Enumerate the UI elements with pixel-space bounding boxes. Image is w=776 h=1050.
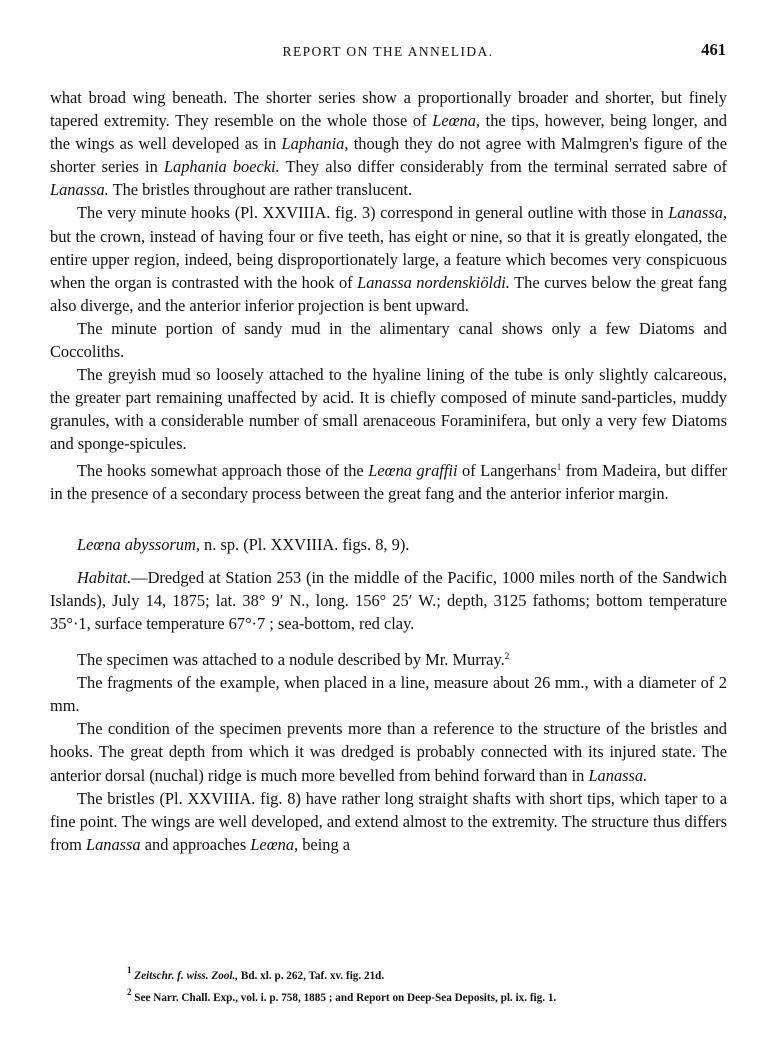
running-header xyxy=(0,40,776,64)
paragraph-condition: The condition of the specimen prevents more than a reference to the structure of the bristles and hooks. The great depth from which it was dredged is probably connected with its injured state. The anterior dorsal (nuchal) ridge is much more bevelled from behind forward than in Lanassa. xyxy=(50,719,727,785)
page-number: 461 xyxy=(701,40,726,59)
paragraph-alimentary-canal: The minute portion of sandy mud in the alimentary canal shows only a few Diatoms and Coccoliths. xyxy=(50,318,727,362)
footnotes xyxy=(127,962,737,1006)
paragraph-hooks: The very minute hooks (Pl. XXVIIIA. fig. 3) correspond in general outline with those in Lanassa, but the crown, instead of having four or five teeth, has eight or nine, so that it is greatly elongated, the entire upper region, indeed, being disproportionately large, a feature which becomes very conspicuous when the organ is contrasted with the hook of Lanassa nordenskiöldi. The curves below the great fang also diverge, and the anterior inferior projection is bent upward. xyxy=(50,203,727,315)
footnote-ref-1: 1 xyxy=(556,461,562,472)
paragraph-hooks-comparison: The hooks somewhat approach those of the Leœna graffii of Langerhans$^1$ from Madeira, but differ in the presence of a secondary process between the great fang and the anterior inferior margin. xyxy=(50,460,727,503)
running-title: REPORT ON THE ANNELIDA. xyxy=(282,44,494,59)
footnote-1: $^1$ Zeitschr. f. wiss. Zool., Bd. xl. p. 262, Taf. xv. fig. 21d. xyxy=(127,965,385,982)
body-text xyxy=(50,86,727,856)
paragraph-bristles: The bristles (Pl. XXVIIIA. fig. 8) have rather long straight shafts with short tips, which taper to a fine point. The wings are well developed, and extend almost to the extremity. The structure thus differs from Lanassa and approaches Leœna, being a xyxy=(50,788,727,854)
paragraph-fragments: The fragments of the example, when placed in a line, measure about 26 mm., with a diameter of 2 mm. xyxy=(50,673,727,716)
paragraph-specimen: The specimen was attached to a nodule described by Mr. Murray.$^2$ xyxy=(77,650,510,670)
footnote-2: $^2$ See Narr. Chall. Exp., vol. i. p. 758, 1885 ; and Report on Deep-Sea Deposits, pl. ix. fig. 1. xyxy=(127,987,557,1004)
paragraph-bristles-continued: what broad wing beneath. The shorter series show a proportionally broader and shorter, but finely tapered extremity. They resemble on the whole those of Leœna, the tips, however, being longer, and the wings as well developed as in Laphania, though they do not agree with Malmgren's figure of the shorter series in Laphania boecki. They also differ considerably from the terminal serrated sabre of Lanassa. The bristles throughout are rather translucent. xyxy=(50,88,728,200)
species-heading: Leœna abyssorum, n. sp. (Pl. XXVIIIA. figs. 8, 9). xyxy=(77,534,410,554)
footnote-ref-2: 2 xyxy=(504,651,510,662)
paragraph-greyish-mud: The greyish mud so loosely attached to the hyaline lining of the tube is only slightly calcareous, the greater part remaining unaffected by acid. It is chiefly composed of minute sand-particles, muddy granules, with a considerable number of small arenaceous Foraminifera, but only a very few Diatoms and sponge-spicules. xyxy=(50,365,727,454)
paragraph-habitat: Habitat.—Dredged at Station 253 (in the middle of the Pacific, 1000 miles north of the Sandwich Islands), July 14, 1875; lat. 38° 9′ N., long. 156° 25′ W.; depth, 3125 fathoms; bottom temperature 35°·1, surface temperature 67°·7 ; sea-bottom, red clay. xyxy=(50,567,727,633)
